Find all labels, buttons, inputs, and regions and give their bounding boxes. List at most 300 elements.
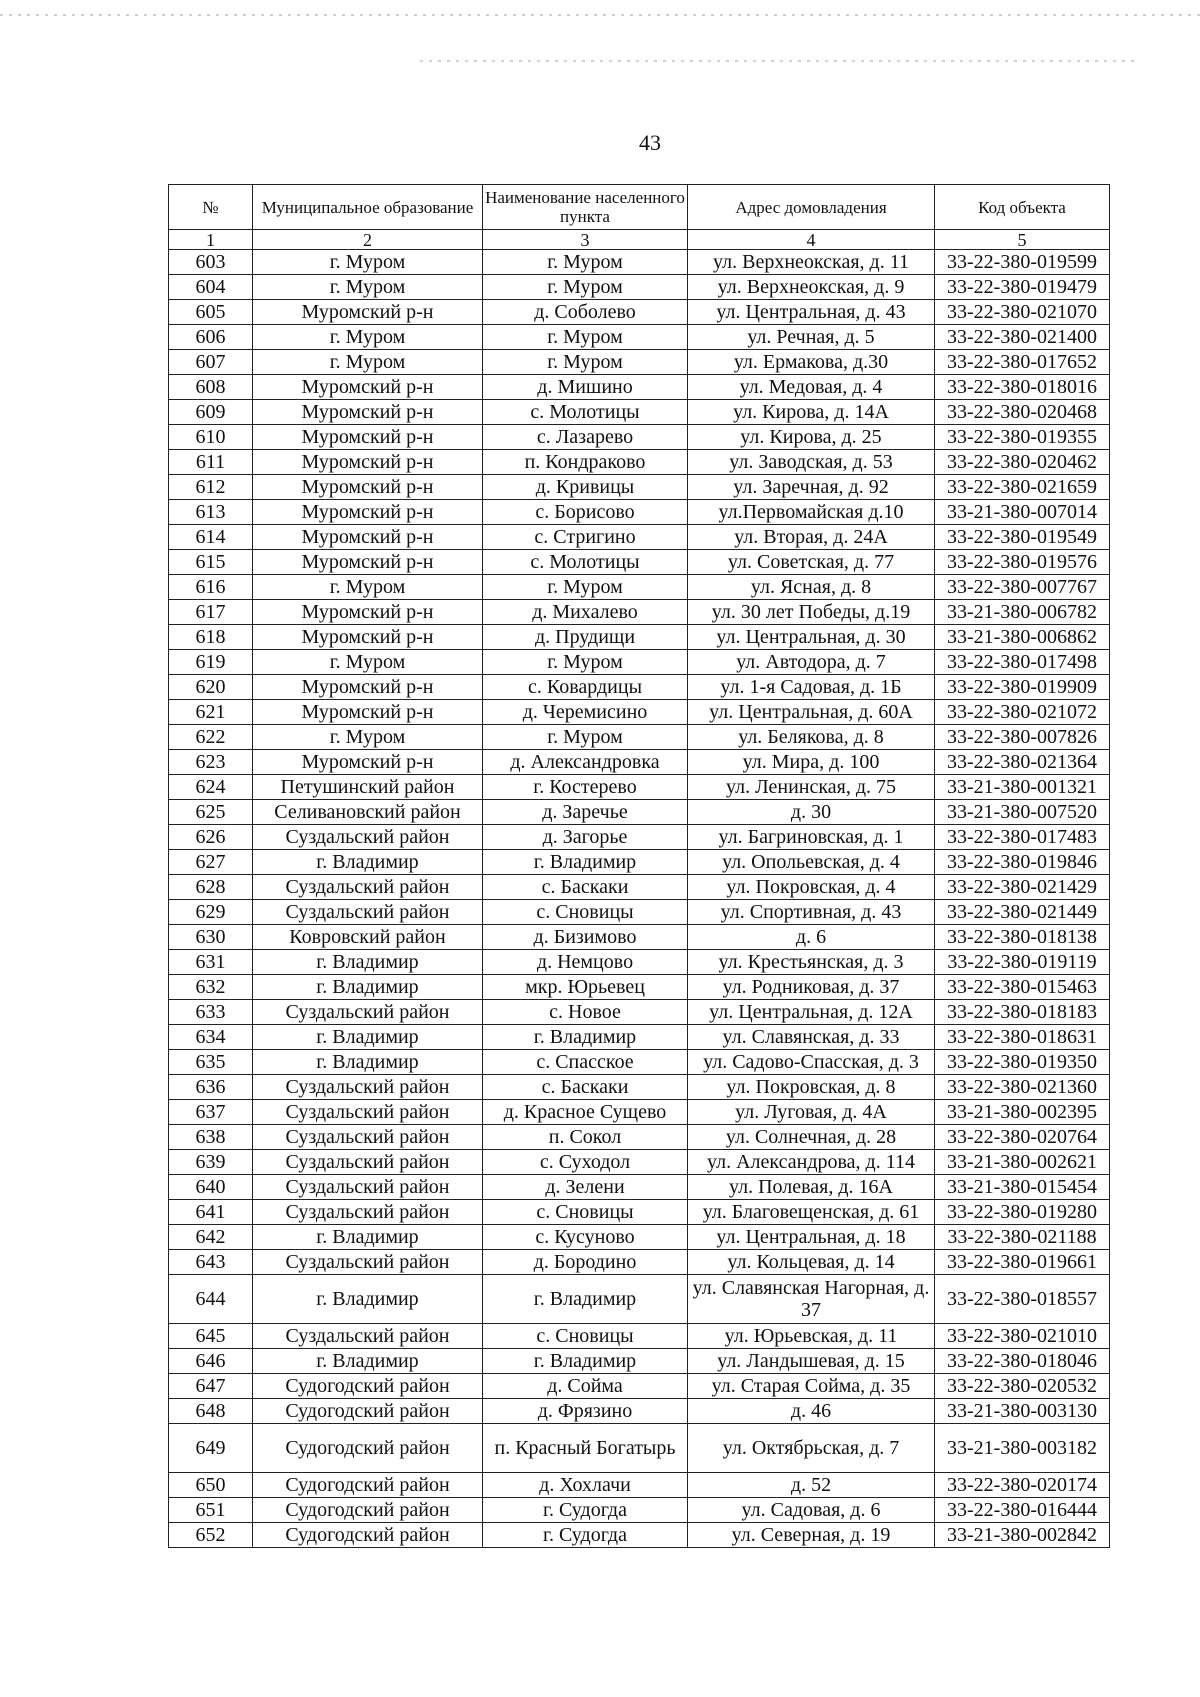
row-number: 627	[169, 850, 253, 875]
address-cell: ул. Центральная, д. 30	[688, 625, 935, 650]
address-cell: ул. Ермакова, д.30	[688, 350, 935, 375]
table-row	[169, 1100, 1110, 1125]
table-row	[169, 1374, 1110, 1399]
settlement-cell: г. Муром	[483, 650, 688, 675]
object-code-cell: 33-21-380-007520	[935, 800, 1110, 825]
settlement-cell: с. Новое	[483, 1000, 688, 1025]
municipality-cell: Судогодский район	[253, 1498, 483, 1523]
row-number: 606	[169, 325, 253, 350]
table-row	[169, 1399, 1110, 1424]
settlement-cell: с. Спасское	[483, 1050, 688, 1075]
address-cell: ул. Покровская, д. 8	[688, 1075, 935, 1100]
settlement-cell: г. Судогда	[483, 1523, 688, 1548]
address-cell: ул. Покровская, д. 4	[688, 875, 935, 900]
address-cell: ул. Ленинская, д. 75	[688, 775, 935, 800]
municipality-cell: Судогодский район	[253, 1374, 483, 1399]
address-cell: ул. Кольцевая, д. 14	[688, 1250, 935, 1275]
row-number: 650	[169, 1473, 253, 1498]
column-number: 4	[688, 230, 935, 250]
object-code-cell: 33-21-380-002621	[935, 1150, 1110, 1175]
table-row	[169, 1473, 1110, 1498]
column-header: Адрес домовладения	[688, 185, 935, 230]
settlement-cell: д. Прудищи	[483, 625, 688, 650]
address-cell: ул. Юрьевская, д. 11	[688, 1324, 935, 1349]
object-code-cell: 33-21-380-006862	[935, 625, 1110, 650]
settlement-cell: с. Баскаки	[483, 1075, 688, 1100]
municipality-cell: г. Владимир	[253, 850, 483, 875]
address-cell: ул. Благовещенская, д. 61	[688, 1200, 935, 1225]
column-number-row	[169, 230, 1110, 250]
address-cell: ул. Октябрьская, д. 7	[688, 1424, 935, 1473]
settlement-cell: с. Кусуново	[483, 1225, 688, 1250]
settlement-cell: г. Костерево	[483, 775, 688, 800]
address-cell: ул. Багриновская, д. 1	[688, 825, 935, 850]
object-code-cell: 33-21-380-003130	[935, 1399, 1110, 1424]
row-number: 643	[169, 1250, 253, 1275]
object-code-cell: 33-22-380-019909	[935, 675, 1110, 700]
row-number: 628	[169, 875, 253, 900]
table-row	[169, 250, 1110, 275]
settlement-cell: г. Муром	[483, 725, 688, 750]
column-number: 2	[253, 230, 483, 250]
table-row	[169, 400, 1110, 425]
object-code-cell: 33-22-380-017652	[935, 350, 1110, 375]
settlement-cell: с. Суходол	[483, 1150, 688, 1175]
row-number: 620	[169, 675, 253, 700]
row-number: 614	[169, 525, 253, 550]
column-header: Наименование населенного пункта	[483, 185, 688, 230]
table-row	[169, 475, 1110, 500]
settlement-cell: с. Молотицы	[483, 550, 688, 575]
address-cell: ул. Полевая, д. 16А	[688, 1175, 935, 1200]
settlement-cell: с. Баскаки	[483, 875, 688, 900]
municipality-cell: г. Муром	[253, 275, 483, 300]
object-code-cell: 33-22-380-017498	[935, 650, 1110, 675]
settlement-cell: с. Стригино	[483, 525, 688, 550]
row-number: 632	[169, 975, 253, 1000]
settlement-cell: п. Кондраково	[483, 450, 688, 475]
object-code-cell: 33-22-380-019479	[935, 275, 1110, 300]
table-row	[169, 1275, 1110, 1324]
address-cell: ул. Заводская, д. 53	[688, 450, 935, 475]
address-cell: ул. Садовая, д. 6	[688, 1498, 935, 1523]
address-cell: ул. Спортивная, д. 43	[688, 900, 935, 925]
address-cell: д. 52	[688, 1473, 935, 1498]
table-row	[169, 950, 1110, 975]
municipality-cell: Муромский р-н	[253, 475, 483, 500]
row-number: 629	[169, 900, 253, 925]
registry-table	[168, 184, 1110, 1548]
settlement-cell: п. Красный Богатырь	[483, 1424, 688, 1473]
row-number: 639	[169, 1150, 253, 1175]
settlement-cell: г. Судогда	[483, 1498, 688, 1523]
row-number: 648	[169, 1399, 253, 1424]
municipality-cell: Муромский р-н	[253, 425, 483, 450]
row-number: 642	[169, 1225, 253, 1250]
object-code-cell: 33-22-380-020462	[935, 450, 1110, 475]
page-number: 43	[639, 130, 661, 155]
object-code-cell: 33-22-380-021400	[935, 325, 1110, 350]
table-row	[169, 1250, 1110, 1275]
object-code-cell: 33-22-380-007826	[935, 725, 1110, 750]
row-number: 638	[169, 1125, 253, 1150]
municipality-cell: Муромский р-н	[253, 675, 483, 700]
municipality-cell: г. Муром	[253, 650, 483, 675]
address-cell: ул. Солнечная, д. 28	[688, 1125, 935, 1150]
municipality-cell: Петушинский район	[253, 775, 483, 800]
municipality-cell: Суздальский район	[253, 1175, 483, 1200]
table-row	[169, 500, 1110, 525]
table-row	[169, 1324, 1110, 1349]
object-code-cell: 33-22-380-021188	[935, 1225, 1110, 1250]
row-number: 623	[169, 750, 253, 775]
row-number: 649	[169, 1424, 253, 1473]
address-cell: ул. Центральная, д. 60А	[688, 700, 935, 725]
settlement-cell: г. Муром	[483, 275, 688, 300]
municipality-cell: г. Муром	[253, 575, 483, 600]
row-number: 630	[169, 925, 253, 950]
settlement-cell: д. Красное Сущево	[483, 1100, 688, 1125]
row-number: 646	[169, 1349, 253, 1374]
municipality-cell: Судогодский район	[253, 1424, 483, 1473]
municipality-cell: Суздальский район	[253, 1100, 483, 1125]
settlement-cell: д. Заречье	[483, 800, 688, 825]
table-row	[169, 1349, 1110, 1374]
municipality-cell: Муромский р-н	[253, 750, 483, 775]
address-cell: ул. Советская, д. 77	[688, 550, 935, 575]
address-cell: ул. Центральная, д. 43	[688, 300, 935, 325]
table-row	[169, 825, 1110, 850]
address-cell: ул. Кирова, д. 25	[688, 425, 935, 450]
row-number: 610	[169, 425, 253, 450]
object-code-cell: 33-22-380-016444	[935, 1498, 1110, 1523]
address-cell: ул. Заречная, д. 92	[688, 475, 935, 500]
row-number: 626	[169, 825, 253, 850]
settlement-cell: д. Мишино	[483, 375, 688, 400]
table-row	[169, 1050, 1110, 1075]
settlement-cell: д. Черемисино	[483, 700, 688, 725]
address-cell: ул. Славянская Нагорная, д. 37	[688, 1275, 935, 1324]
settlement-cell: д. Фрязино	[483, 1399, 688, 1424]
table-row	[169, 575, 1110, 600]
object-code-cell: 33-22-380-015463	[935, 975, 1110, 1000]
municipality-cell: Муромский р-н	[253, 700, 483, 725]
table-row	[169, 1498, 1110, 1523]
row-number: 619	[169, 650, 253, 675]
column-number: 5	[935, 230, 1110, 250]
municipality-cell: Муромский р-н	[253, 500, 483, 525]
object-code-cell: 33-22-380-019355	[935, 425, 1110, 450]
settlement-cell: д. Кривицы	[483, 475, 688, 500]
settlement-cell: с. Сновицы	[483, 1324, 688, 1349]
municipality-cell: Судогодский район	[253, 1399, 483, 1424]
table-row	[169, 425, 1110, 450]
settlement-cell: д. Хохлачи	[483, 1473, 688, 1498]
address-cell: ул. Вторая, д. 24А	[688, 525, 935, 550]
address-cell: ул. 30 лет Победы, д.19	[688, 600, 935, 625]
settlement-cell: г. Муром	[483, 575, 688, 600]
column-number: 3	[483, 230, 688, 250]
address-cell: ул. Славянская, д. 33	[688, 1025, 935, 1050]
row-number: 635	[169, 1050, 253, 1075]
object-code-cell: 33-21-380-001321	[935, 775, 1110, 800]
table-row	[169, 1523, 1110, 1548]
object-code-cell: 33-22-380-018631	[935, 1025, 1110, 1050]
municipality-cell: г. Владимир	[253, 1025, 483, 1050]
object-code-cell: 33-22-380-020764	[935, 1125, 1110, 1150]
object-code-cell: 33-22-380-021360	[935, 1075, 1110, 1100]
table-row	[169, 1200, 1110, 1225]
object-code-cell: 33-22-380-020532	[935, 1374, 1110, 1399]
scan-noise-top	[0, 14, 1200, 16]
municipality-cell: Муромский р-н	[253, 525, 483, 550]
table-row	[169, 1125, 1110, 1150]
table-row	[169, 875, 1110, 900]
address-cell: ул. Белякова, д. 8	[688, 725, 935, 750]
row-number: 634	[169, 1025, 253, 1050]
municipality-cell: г. Муром	[253, 250, 483, 275]
address-cell: ул. Центральная, д. 18	[688, 1225, 935, 1250]
table-row	[169, 1175, 1110, 1200]
address-cell: ул. Крестьянская, д. 3	[688, 950, 935, 975]
address-cell: ул. Речная, д. 5	[688, 325, 935, 350]
settlement-cell: д. Сойма	[483, 1374, 688, 1399]
column-header: Код объекта	[935, 185, 1110, 230]
table-row	[169, 325, 1110, 350]
object-code-cell: 33-22-380-018016	[935, 375, 1110, 400]
table-row	[169, 275, 1110, 300]
address-cell: д. 6	[688, 925, 935, 950]
municipality-cell: Суздальский район	[253, 875, 483, 900]
address-cell: ул. Ясная, д. 8	[688, 575, 935, 600]
address-cell: ул. Родниковая, д. 37	[688, 975, 935, 1000]
object-code-cell: 33-22-380-019119	[935, 950, 1110, 975]
address-cell: ул. Садово-Спасская, д. 3	[688, 1050, 935, 1075]
table-row	[169, 1075, 1110, 1100]
row-number: 652	[169, 1523, 253, 1548]
table-row	[169, 600, 1110, 625]
object-code-cell: 33-22-380-018046	[935, 1349, 1110, 1374]
object-code-cell: 33-22-380-019576	[935, 550, 1110, 575]
municipality-cell: Муромский р-н	[253, 600, 483, 625]
address-cell: ул. Луговая, д. 4А	[688, 1100, 935, 1125]
table-row	[169, 925, 1110, 950]
address-cell: ул. Ландышевая, д. 15	[688, 1349, 935, 1374]
row-number: 651	[169, 1498, 253, 1523]
row-number: 618	[169, 625, 253, 650]
municipality-cell: г. Муром	[253, 725, 483, 750]
settlement-cell: г. Муром	[483, 325, 688, 350]
address-cell: д. 30	[688, 800, 935, 825]
table-row	[169, 750, 1110, 775]
row-number: 617	[169, 600, 253, 625]
object-code-cell: 33-22-380-019846	[935, 850, 1110, 875]
row-number: 613	[169, 500, 253, 525]
object-code-cell: 33-22-380-021072	[935, 700, 1110, 725]
settlement-cell: д. Александровка	[483, 750, 688, 775]
settlement-cell: с. Лазарево	[483, 425, 688, 450]
address-cell: ул. Кирова, д. 14А	[688, 400, 935, 425]
object-code-cell: 33-22-380-017483	[935, 825, 1110, 850]
object-code-cell: 33-22-380-021449	[935, 900, 1110, 925]
municipality-cell: г. Муром	[253, 325, 483, 350]
row-number: 624	[169, 775, 253, 800]
settlement-cell: с. Молотицы	[483, 400, 688, 425]
municipality-cell: Суздальский район	[253, 1075, 483, 1100]
settlement-cell: с. Борисово	[483, 500, 688, 525]
object-code-cell: 33-22-380-018138	[935, 925, 1110, 950]
object-code-cell: 33-22-380-019280	[935, 1200, 1110, 1225]
table-row	[169, 525, 1110, 550]
object-code-cell: 33-22-380-020468	[935, 400, 1110, 425]
object-code-cell: 33-22-380-020174	[935, 1473, 1110, 1498]
municipality-cell: г. Муром	[253, 350, 483, 375]
municipality-cell: Судогодский район	[253, 1523, 483, 1548]
municipality-cell: Суздальский район	[253, 1000, 483, 1025]
object-code-cell: 33-22-380-019350	[935, 1050, 1110, 1075]
municipality-cell: Муромский р-н	[253, 550, 483, 575]
settlement-cell: с. Сновицы	[483, 1200, 688, 1225]
municipality-cell: г. Владимир	[253, 1275, 483, 1324]
settlement-cell: г. Муром	[483, 250, 688, 275]
settlement-cell: с. Ковардицы	[483, 675, 688, 700]
settlement-cell: д. Бизимово	[483, 925, 688, 950]
address-cell: ул. 1-я Садовая, д. 1Б	[688, 675, 935, 700]
address-cell: ул. Верхнеокская, д. 11	[688, 250, 935, 275]
address-cell: ул. Мира, д. 100	[688, 750, 935, 775]
table-row	[169, 700, 1110, 725]
municipality-cell: Муромский р-н	[253, 300, 483, 325]
table-body	[169, 250, 1110, 1548]
table-row	[169, 850, 1110, 875]
row-number: 631	[169, 950, 253, 975]
settlement-cell: п. Сокол	[483, 1125, 688, 1150]
table-row	[169, 1150, 1110, 1175]
row-number: 625	[169, 800, 253, 825]
municipality-cell: Суздальский район	[253, 1150, 483, 1175]
object-code-cell: 33-22-380-021070	[935, 300, 1110, 325]
municipality-cell: г. Владимир	[253, 1050, 483, 1075]
address-cell: ул. Верхнеокская, д. 9	[688, 275, 935, 300]
object-code-cell: 33-22-380-021010	[935, 1324, 1110, 1349]
table-row	[169, 900, 1110, 925]
address-cell: ул. Старая Сойма, д. 35	[688, 1374, 935, 1399]
municipality-cell: Судогодский район	[253, 1473, 483, 1498]
header-row	[169, 185, 1110, 230]
row-number: 636	[169, 1075, 253, 1100]
row-number: 615	[169, 550, 253, 575]
row-number: 621	[169, 700, 253, 725]
settlement-cell: г. Владимир	[483, 1349, 688, 1374]
row-number: 616	[169, 575, 253, 600]
address-cell: ул. Александрова, д. 114	[688, 1150, 935, 1175]
municipality-cell: Муромский р-н	[253, 450, 483, 475]
row-number: 644	[169, 1275, 253, 1324]
object-code-cell: 33-22-380-019599	[935, 250, 1110, 275]
settlement-cell: г. Муром	[483, 350, 688, 375]
object-code-cell: 33-22-380-021659	[935, 475, 1110, 500]
object-code-cell: 33-21-380-007014	[935, 500, 1110, 525]
settlement-cell: д. Бородино	[483, 1250, 688, 1275]
settlement-cell: г. Владимир	[483, 1025, 688, 1050]
row-number: 633	[169, 1000, 253, 1025]
column-header: №	[169, 185, 253, 230]
address-cell: ул. Автодора, д. 7	[688, 650, 935, 675]
table-row	[169, 800, 1110, 825]
settlement-cell: д. Немцово	[483, 950, 688, 975]
table-row	[169, 550, 1110, 575]
object-code-cell: 33-22-380-018557	[935, 1275, 1110, 1324]
row-number: 640	[169, 1175, 253, 1200]
object-code-cell: 33-21-380-002842	[935, 1523, 1110, 1548]
row-number: 637	[169, 1100, 253, 1125]
municipality-cell: Суздальский район	[253, 900, 483, 925]
settlement-cell: д. Михалево	[483, 600, 688, 625]
object-code-cell: 33-21-380-003182	[935, 1424, 1110, 1473]
row-number: 605	[169, 300, 253, 325]
municipality-cell: г. Владимир	[253, 950, 483, 975]
object-code-cell: 33-22-380-007767	[935, 575, 1110, 600]
municipality-cell: Селивановский район	[253, 800, 483, 825]
row-number: 645	[169, 1324, 253, 1349]
object-code-cell: 33-22-380-021429	[935, 875, 1110, 900]
row-number: 608	[169, 375, 253, 400]
settlement-cell: мкр. Юрьевец	[483, 975, 688, 1000]
table-row	[169, 1000, 1110, 1025]
object-code-cell: 33-21-380-015454	[935, 1175, 1110, 1200]
table-row	[169, 775, 1110, 800]
municipality-cell: Муромский р-н	[253, 625, 483, 650]
table-row	[169, 1025, 1110, 1050]
column-number: 1	[169, 230, 253, 250]
table-row	[169, 1225, 1110, 1250]
table-row	[169, 1424, 1110, 1473]
settlement-cell: д. Соболево	[483, 300, 688, 325]
table-row	[169, 675, 1110, 700]
row-number: 647	[169, 1374, 253, 1399]
scan-noise-line	[420, 60, 1140, 62]
table-row	[169, 375, 1110, 400]
municipality-cell: Суздальский район	[253, 1125, 483, 1150]
table-row	[169, 450, 1110, 475]
municipality-cell: Суздальский район	[253, 1324, 483, 1349]
municipality-cell: Ковровский район	[253, 925, 483, 950]
table-row	[169, 350, 1110, 375]
address-cell: ул. Центральная, д. 12А	[688, 1000, 935, 1025]
settlement-cell: д. Загорье	[483, 825, 688, 850]
row-number: 603	[169, 250, 253, 275]
object-code-cell: 33-21-380-002395	[935, 1100, 1110, 1125]
address-cell: ул. Северная, д. 19	[688, 1523, 935, 1548]
table-row	[169, 300, 1110, 325]
object-code-cell: 33-22-380-018183	[935, 1000, 1110, 1025]
municipality-cell: г. Владимир	[253, 975, 483, 1000]
municipality-cell: г. Владимир	[253, 1225, 483, 1250]
table-row	[169, 725, 1110, 750]
municipality-cell: Суздальский район	[253, 1250, 483, 1275]
table-row	[169, 625, 1110, 650]
municipality-cell: Суздальский район	[253, 825, 483, 850]
address-cell: ул. Медовая, д. 4	[688, 375, 935, 400]
table-row	[169, 975, 1110, 1000]
object-code-cell: 33-22-380-019661	[935, 1250, 1110, 1275]
row-number: 611	[169, 450, 253, 475]
row-number: 612	[169, 475, 253, 500]
municipality-cell: Суздальский район	[253, 1200, 483, 1225]
municipality-cell: Муромский р-н	[253, 400, 483, 425]
column-header: Муниципальное образование	[253, 185, 483, 230]
row-number: 604	[169, 275, 253, 300]
